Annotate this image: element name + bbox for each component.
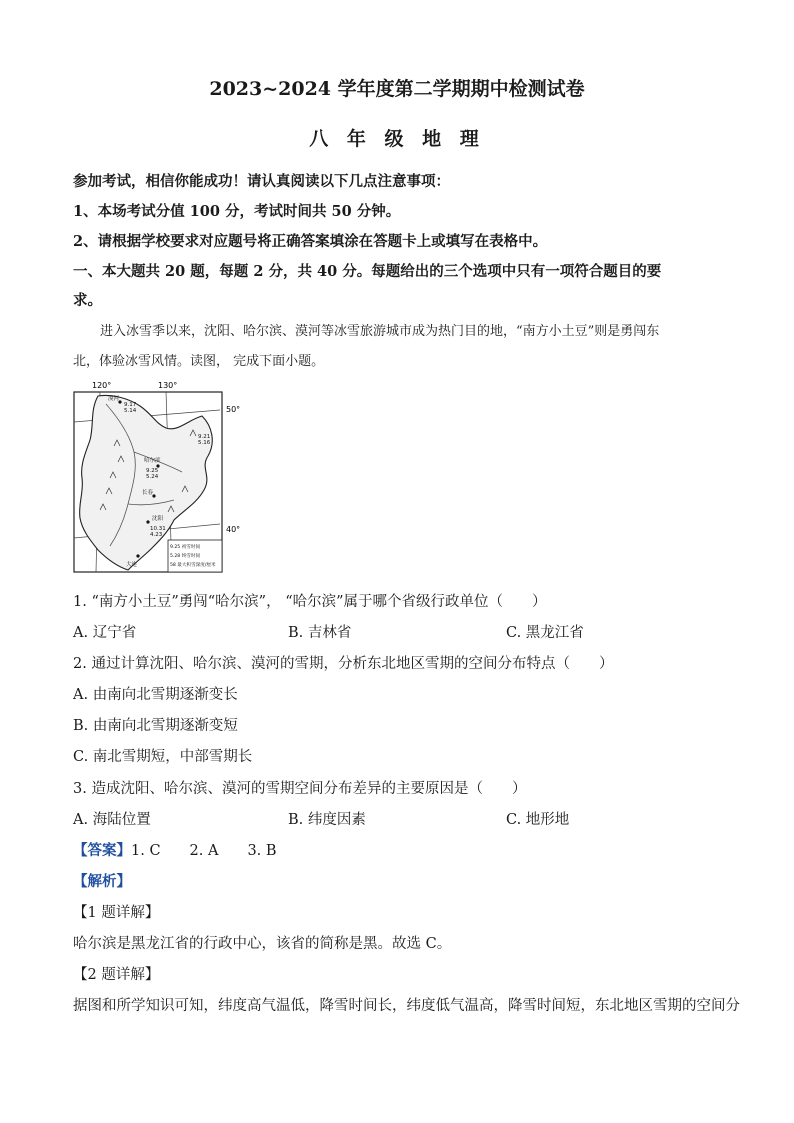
answer-values: 1. C 2. A 3. B — [131, 843, 277, 859]
analysis-q2-text: 据图和所学知识可知，纬度高气温低，降雪时间长，纬度低气温高，降雪时间短，东北地区雪期的空间分 — [73, 998, 740, 1014]
svg-text:4.23: 4.23 — [150, 532, 163, 538]
page-title: 2023~2024 学年度第二学期期中检测试卷 — [209, 78, 585, 100]
lon-label-120: 120° — [92, 381, 112, 390]
question-1-option-a: A. 辽宁省 — [73, 625, 137, 641]
answer-line — [73, 839, 277, 860]
svg-text:10.31: 10.31 — [150, 526, 166, 532]
question-3-stem: 3. 造成沈阳、哈尔滨、漠河的雪期空间分布差异的主要原因是（ ） — [73, 781, 527, 797]
city-label-changchun: 长春 — [142, 490, 154, 496]
lat-label-50: 50° — [226, 405, 241, 414]
analysis-tag: 【解析】 — [73, 873, 131, 890]
legend-item-snow-depth: 58 最大积雪深度/厘米 — [170, 563, 216, 568]
lat-label-40: 40° — [226, 525, 241, 534]
svg-text:9.25: 9.25 — [146, 468, 159, 474]
question-3-option-a: A. 海陆位置 — [73, 812, 151, 828]
analysis-q1-text: 哈尔滨是黑龙江省的行政中心，该省的简称是黑。故选 C。 — [73, 936, 452, 952]
city-label-mohe: 漠河 — [108, 396, 120, 402]
northeast-china-map — [70, 380, 250, 576]
notice-item-2: 2、请根据学校要求对应题号将正确答案填涂在答题卡上或填写在表格中。 — [73, 233, 548, 250]
legend-item-last-snow: 5.28 终雪时间 — [170, 554, 201, 559]
svg-text:5.14: 5.14 — [124, 408, 137, 414]
svg-text:5.16: 5.16 — [198, 440, 211, 446]
svg-text:5.24: 5.24 — [146, 474, 159, 480]
passage-line1: 进入冰雪季以来，沈阳、哈尔滨、漠河等冰雪旅游城市成为热门目的地，“南方小土豆”则是勇闯东 — [100, 324, 660, 339]
city-label-shenyang: 沈阳 — [152, 516, 164, 522]
question-2-stem: 2. 通过计算沈阳、哈尔滨、漠河的雪期，分析东北地区雪期的空间分布特点（ ） — [73, 656, 614, 672]
page-subtitle: 八 年 级 地 理 — [309, 128, 485, 150]
analysis-q1-tag: 【1 题详解】 — [73, 905, 160, 921]
section-heading-line1: 一、本大题共 20 题，每题 2 分，共 40 分。每题给出的三个选项中只有一项符合题目的要 — [73, 263, 662, 280]
question-1-stem: 1. “南方小土豆”勇闯“哈尔滨”， “哈尔滨”属于哪个省级行政单位（ ） — [73, 594, 547, 610]
answer-tag: 【答案】 — [73, 842, 131, 859]
passage-line2: 北，体验冰雪风情。读图， 完成下面小题。 — [73, 354, 325, 369]
svg-text:9.21: 9.21 — [198, 434, 211, 440]
question-3-option-b: B. 纬度因素 — [288, 812, 366, 828]
question-1-option-b: B. 吉林省 — [288, 625, 352, 641]
analysis-q2-tag: 【2 题详解】 — [73, 967, 160, 983]
city-label-dalian: 大连 — [126, 562, 138, 568]
section-heading-line2: 求。 — [73, 292, 102, 309]
question-2-option-c: C. 南北雪期短，中部雪期长 — [73, 749, 253, 765]
question-2-option-a: A. 由南向北雪期逐渐变长 — [73, 687, 238, 703]
notice-item-1: 1、本场考试分值 100 分，考试时间共 50 分钟。 — [73, 203, 401, 220]
question-3-option-c: C. 地形地 — [506, 812, 570, 828]
lon-label-130: 130° — [158, 381, 178, 390]
question-1-option-c: C. 黑龙江省 — [506, 625, 584, 641]
legend-item-first-snow: 9.25 初雪时间 — [170, 545, 201, 550]
city-label-harbin: 哈尔滨 — [144, 458, 161, 464]
notice-heading: 参加考试，相信你能成功！请认真阅读以下几点注意事项： — [73, 173, 450, 190]
question-2-option-b: B. 由南向北雪期逐渐变短 — [73, 718, 238, 734]
svg-text:9.17: 9.17 — [124, 402, 137, 408]
